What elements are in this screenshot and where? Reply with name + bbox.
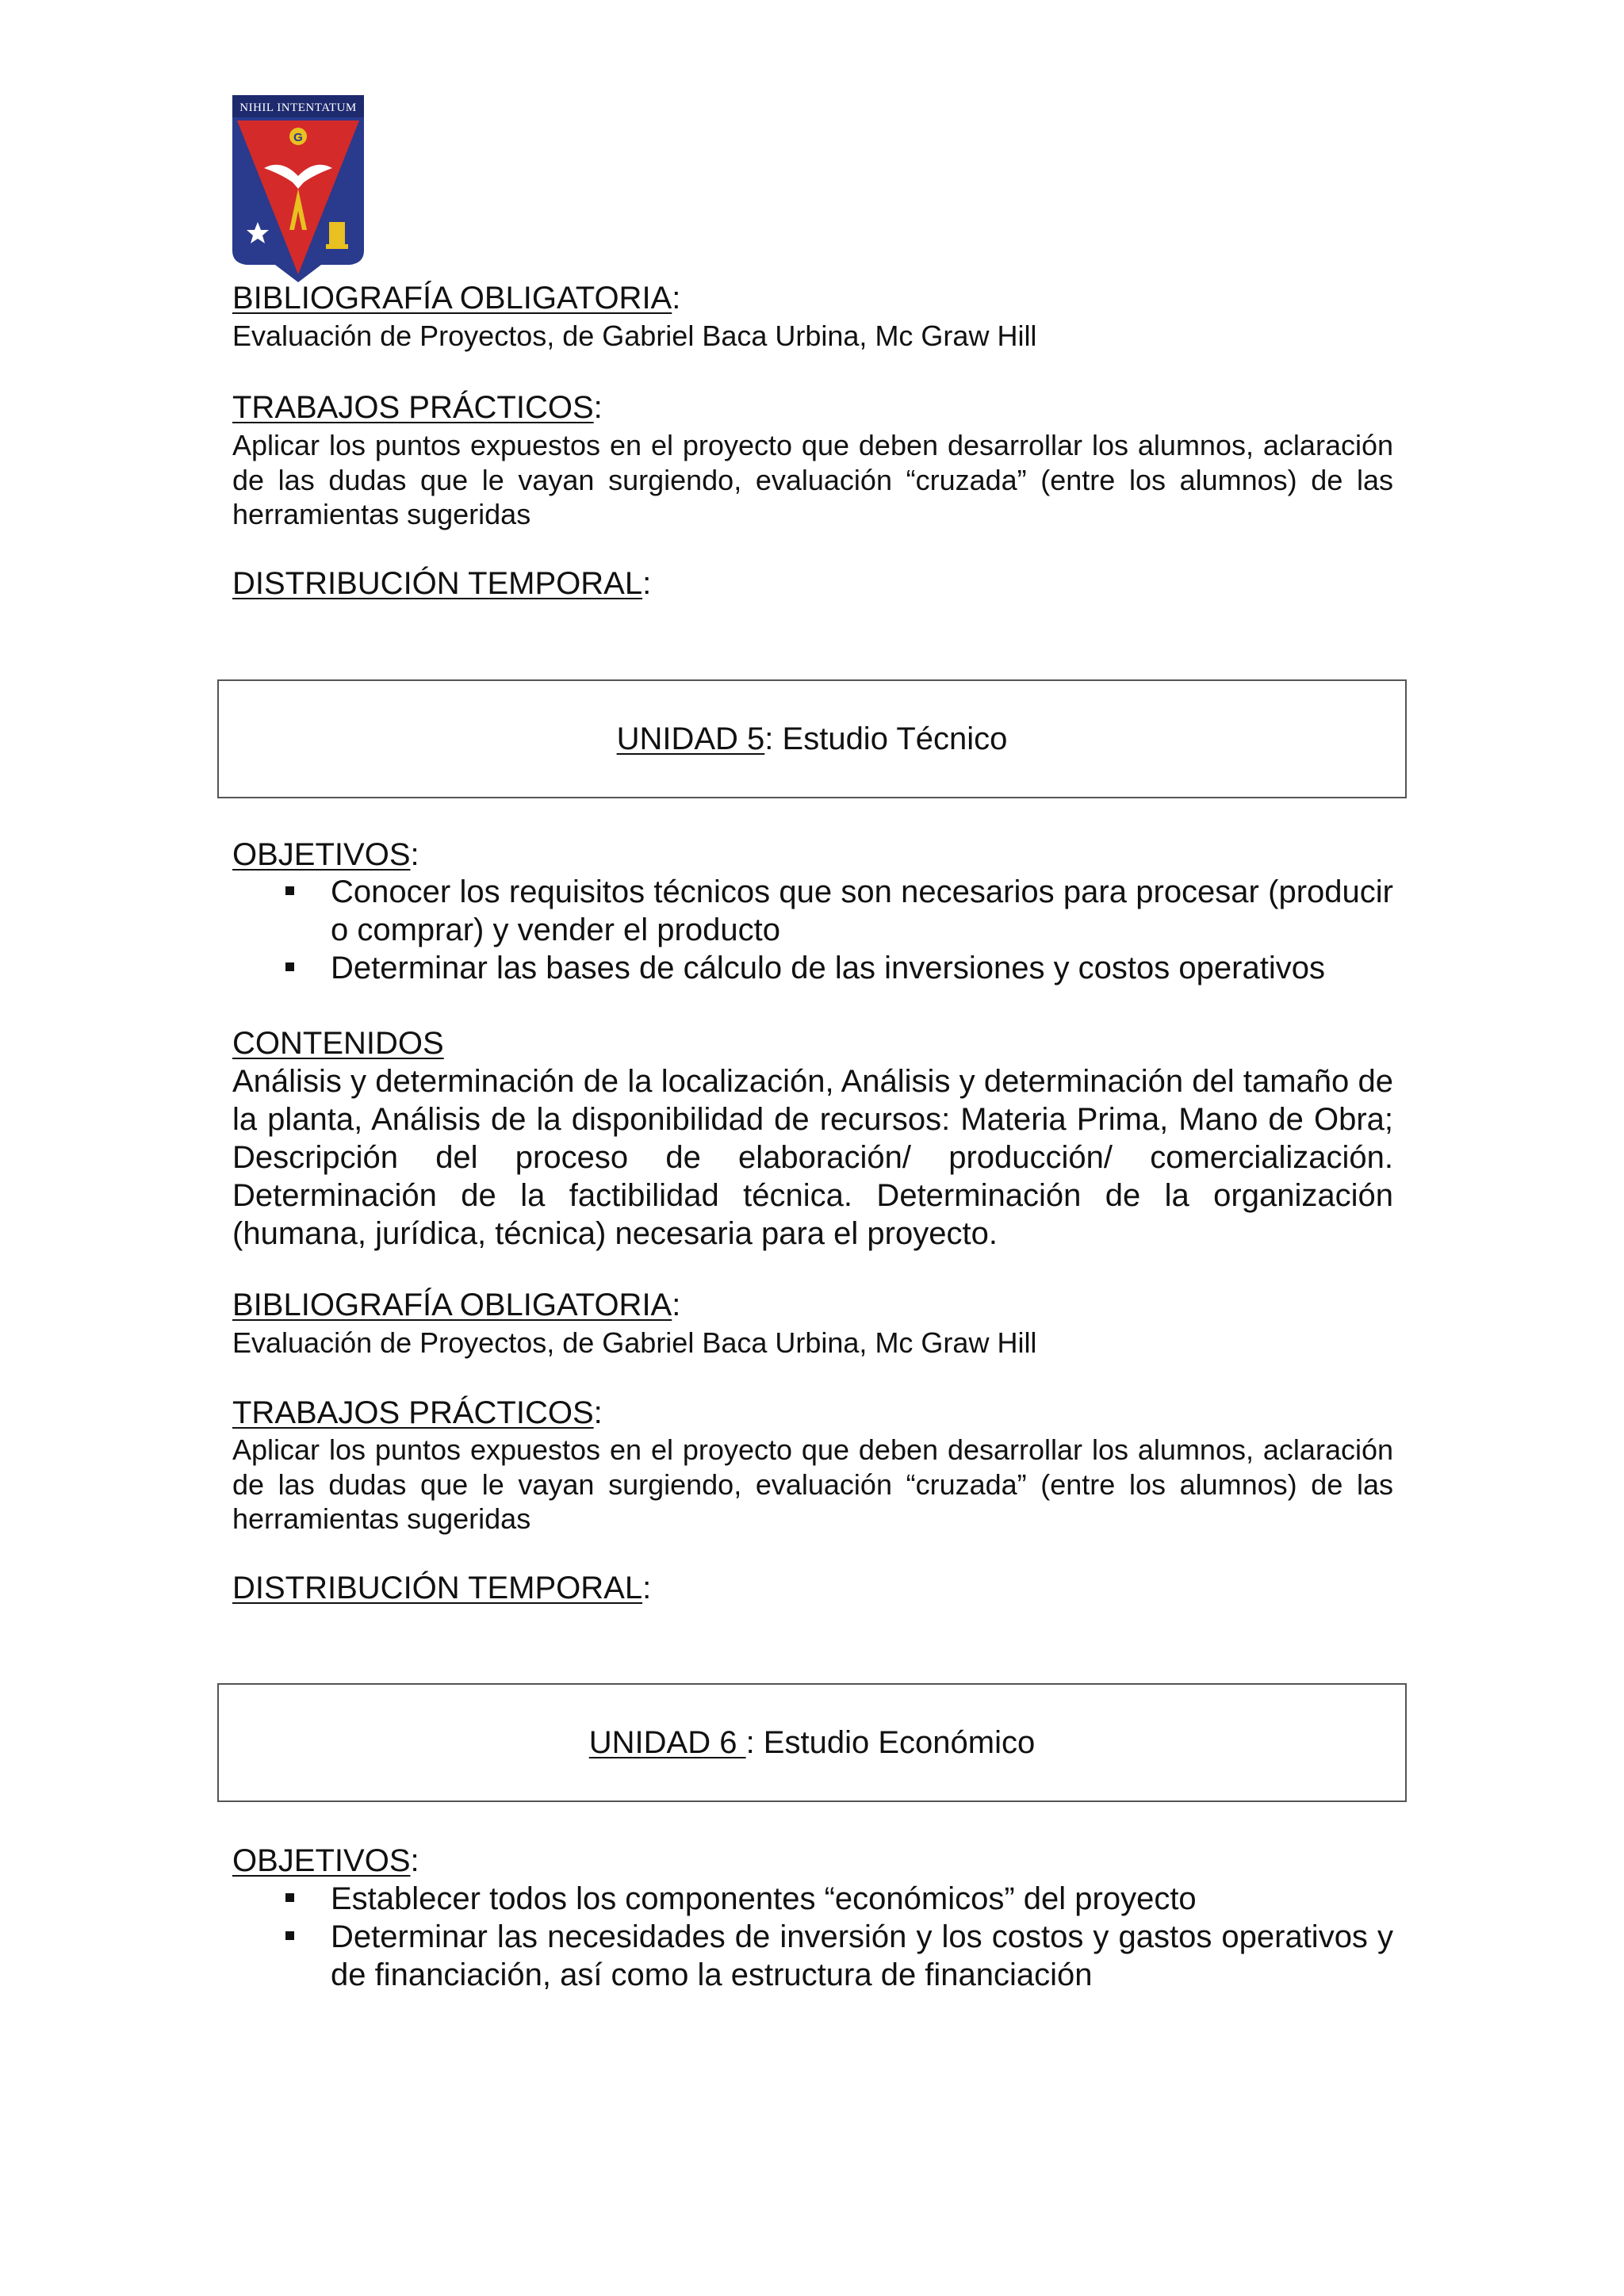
biblio-heading-1-text: BIBLIOGRAFÍA OBLIGATORIA	[232, 281, 672, 316]
unit-5-title	[617, 720, 1008, 758]
crest-motto: NIHIL INTENTATUM	[239, 101, 357, 114]
biblio-text-1: Evaluación de Proyectos, de Gabriel Baca Urbina, Mc Graw Hill	[232, 320, 1037, 352]
biblio-text-5: Evaluación de Proyectos, de Gabriel Baca Urbina, Mc Graw Hill	[232, 1326, 1037, 1359]
tp-heading-1-text: TRABAJOS PRÁCTICOS	[232, 390, 594, 425]
objective-text: Establecer todos los componentes “económicos” del proyecto	[331, 1881, 1197, 1916]
tp-text-1: Aplicar los puntos expuestos en el proyecto que deben desarrollar los alumnos, aclaración de las dudas que le vayan surgiendo, evaluación “cruzada” (entre los alumnos) de las herramientas sugeridas	[232, 429, 1393, 530]
objective-text: Determinar las necesidades de inversión y los costos y gastos operativos y de financiación, así como la estructura de financiación	[331, 1919, 1393, 1992]
unit-5-name: : Estudio Técnico	[764, 721, 1008, 756]
unit-5-label: UNIDAD 5	[616, 721, 765, 756]
objectives-heading-5: OBJETIVOS:	[232, 837, 419, 872]
objectives-heading-6: OBJETIVOS:	[232, 1843, 419, 1878]
biblio-heading-5-text: BIBLIOGRAFÍA OBLIGATORIA	[232, 1288, 672, 1322]
unit-6-label: UNIDAD 6	[588, 1725, 746, 1760]
objectives-heading-5-text: OBJETIVOS	[232, 837, 411, 872]
dist-heading-1: DISTRIBUCIÓN TEMPORAL:	[232, 566, 652, 601]
bullet-icon	[285, 886, 294, 895]
unit-6-title	[589, 1724, 1035, 1762]
contents-heading-5-text: CONTENIDOS	[232, 1026, 444, 1061]
objective-text: Conocer los requisitos técnicos que son necesarios para procesar (producir o comprar) y vender el producto	[331, 874, 1393, 947]
unit-5-box	[217, 679, 1407, 798]
shield-emblem-icon	[232, 95, 364, 282]
crest-logo	[232, 95, 364, 282]
unit-6-name: : Estudio Económico	[745, 1725, 1036, 1760]
dist-heading-1-text: DISTRIBUCIÓN TEMPORAL	[232, 566, 643, 601]
objectives-heading-6-text: OBJETIVOS	[232, 1843, 411, 1878]
objective-text: Determinar las bases de cálculo de las inversiones y costos operativos	[331, 951, 1325, 985]
tp-text-5: Aplicar los puntos expuestos en el proyecto que deben desarrollar los alumnos, aclaración de las dudas que le vayan surgiendo, evaluación “cruzada” (entre los alumnos) de las herramientas sugeridas	[232, 1433, 1393, 1535]
objectives-list-5	[232, 873, 1393, 987]
dist-heading-5-text: DISTRIBUCIÓN TEMPORAL	[232, 1571, 643, 1605]
bullet-icon	[285, 962, 294, 971]
bullet-icon	[285, 1931, 294, 1940]
list-item	[232, 873, 1393, 949]
biblio-heading-5: BIBLIOGRAFÍA OBLIGATORIA:	[232, 1288, 681, 1322]
contents-heading-5	[232, 1024, 1393, 1062]
list-item	[232, 1880, 1393, 1918]
tp-heading-5: TRABAJOS PRÁCTICOS:	[232, 1395, 603, 1430]
contents-text-5: Análisis y determinación de la localización, Análisis y determinación del tamaño de la planta, Análisis de la disponibilidad de recursos: Materia Prima, Mano de Obra; Descripción del proceso de elaboración/ producción/ comercialización. Determinación de la factibilidad técnica. Determinación de la organización (humana, jurídica, técnica) necesaria para el proyecto.	[232, 1064, 1393, 1251]
svg-text:G: G	[293, 131, 303, 144]
tp-heading-5-text: TRABAJOS PRÁCTICOS	[232, 1395, 594, 1430]
list-item	[232, 949, 1393, 987]
unit-6-box	[217, 1683, 1407, 1802]
biblio-heading-1: BIBLIOGRAFÍA OBLIGATORIA:	[232, 281, 681, 316]
objectives-list-6	[232, 1880, 1393, 1994]
tp-heading-1: TRABAJOS PRÁCTICOS:	[232, 390, 603, 425]
dist-heading-5: DISTRIBUCIÓN TEMPORAL:	[232, 1571, 652, 1605]
bullet-icon	[285, 1893, 294, 1902]
list-item	[232, 1918, 1393, 1994]
